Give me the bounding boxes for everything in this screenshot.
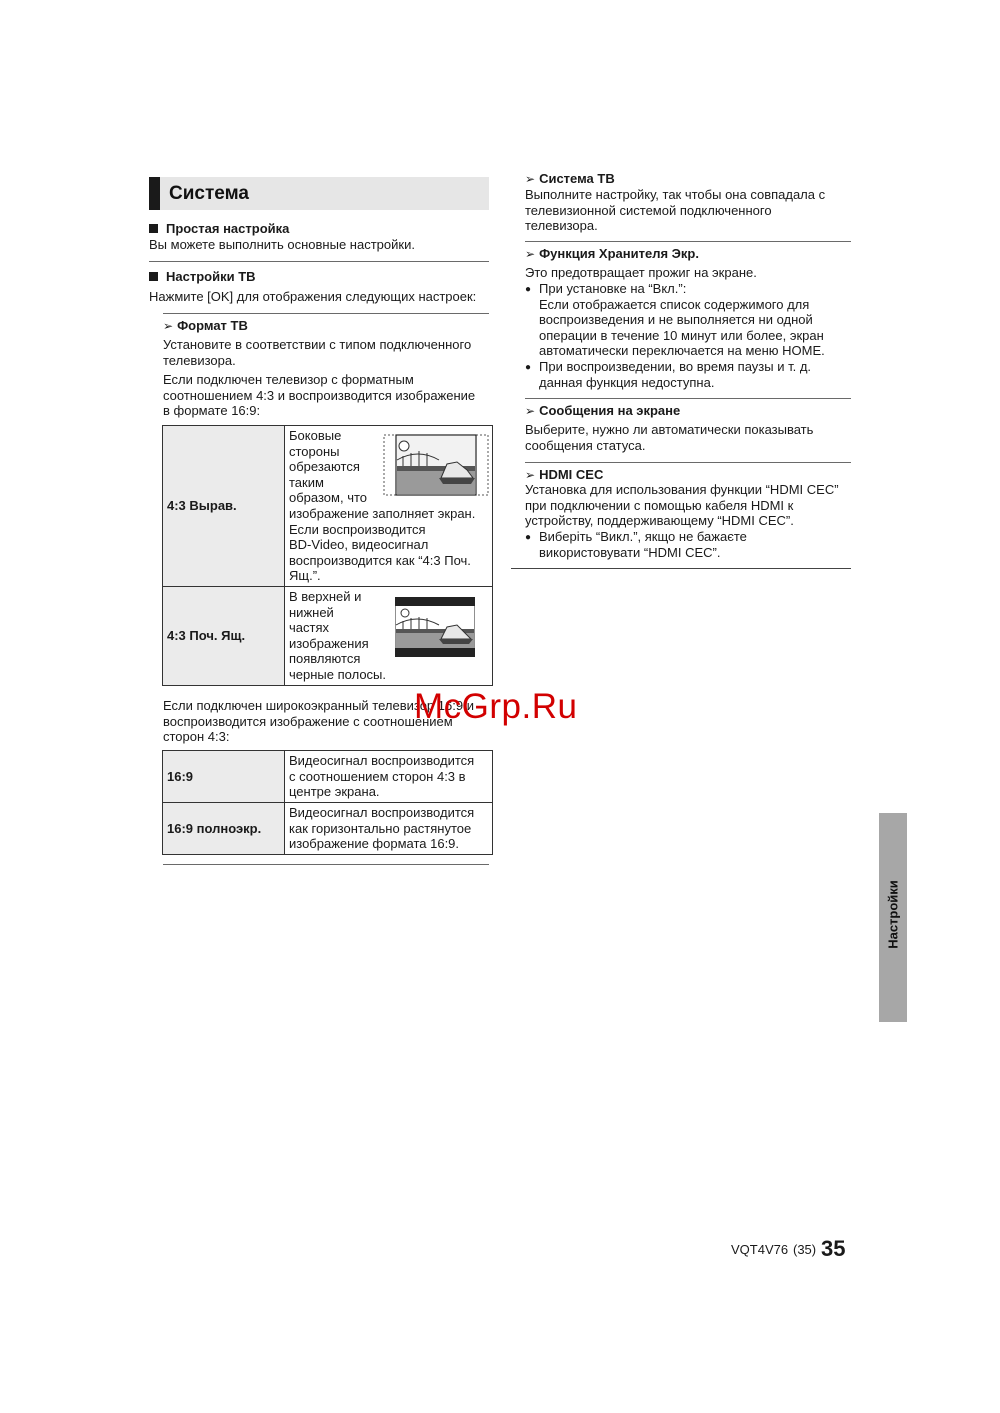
section-title-bar — [149, 177, 489, 210]
tv-format-text-43: Если подключен телевизор с форматным соотношением 4:3 и воспроизводится изображение в формате 16:9: — [163, 372, 476, 419]
table-row — [163, 586, 493, 685]
table-cell-desc: Видеосигнал воспроизводится как горизонтально растянутое изображение формата 16:9. — [285, 803, 493, 855]
round-bullet-icon: ● При воспроизведении, во время паузы и т. д. — [539, 359, 811, 375]
screen-saver-bullet-1: ● При установке на “Вкл.”: Если отображается список содержимого для воспроизведения и не выполняется ни одной операции в течение 10 минут или более, экран автоматически переключается на меню HOME. — [539, 281, 825, 359]
page-number: 35 — [821, 1236, 846, 1261]
sub-item-arrow-icon: ➢ — [525, 172, 536, 186]
table-cell-label: 16:9 — [163, 751, 285, 803]
round-bullet-icon: ● Виберіть “Викл.”, якщо не бажаєте — [539, 529, 747, 545]
tv-settings-heading: Настройки ТВ — [149, 269, 256, 285]
screen-saver-bullet-2: ● При воспроизведении, во время паузы и т. д. данная функция недоступна. — [539, 359, 811, 390]
simple-setup-heading: Простая настройка — [149, 221, 289, 237]
screen-saver-intro: Это предотвращает прожиг на экране. — [525, 265, 757, 280]
tv-format-heading: ➢ Формат ТВ — [163, 318, 248, 333]
sub-item-arrow-icon: ➢ — [525, 468, 536, 482]
table-row — [163, 803, 493, 855]
table-cell-label: 16:9 полноэкр. — [163, 803, 285, 855]
square-bullet-icon — [149, 272, 158, 281]
table-cell-label: 4:3 Вырав. — [163, 426, 285, 587]
divider — [511, 568, 851, 569]
side-tab — [879, 813, 907, 1022]
tv-format-text-169: Если подключен широкоэкранный телевизор 16:9 и воспроизводится изображение с соотношением сторон 4:3: — [163, 698, 474, 745]
model-code: VQT4V76 — [731, 1242, 789, 1257]
format-table-43 — [162, 425, 493, 686]
side-tab-label: Настройки — [885, 880, 901, 949]
hdmi-cec-heading: ➢ HDMI CEC — [525, 467, 604, 482]
format-table-169 — [162, 750, 493, 855]
table-row — [163, 751, 493, 803]
tv-system-heading: ➢ Система ТВ — [525, 171, 615, 186]
letterbox-illustration-icon — [395, 597, 475, 657]
section-marker — [149, 177, 160, 210]
table-cell-desc: Видеосигнал воспроизводится с соотношением сторон 4:3 в центре экрана. — [285, 751, 493, 803]
tv-system-text: Выполните настройку, так чтобы она совпадала с телевизионной системой подключенного телевизора. — [525, 187, 826, 234]
table-row — [163, 426, 493, 587]
divider — [525, 398, 851, 399]
simple-setup-text: Вы можете выполнить основные настройки. — [149, 237, 415, 252]
hdmi-cec-text: Установка для использования функции “HDMI CEC” при подключении с помощью кабеля HDMI к устройству, поддерживающему “HDMI CEC”. — [525, 482, 839, 529]
on-screen-messages-text: Выберите, нужно ли автоматически показывать сообщения статуса. — [525, 422, 814, 453]
table-cell-desc: В верхней и нижней частях изображения появляются черные полосы. — [285, 586, 493, 685]
sub-item-arrow-icon: ➢ — [163, 319, 174, 333]
table-cell-desc: Боковые стороны обрезаются таким образом, что изображение заполняет экран. Если воспроизводится BD-Video, видеосигнал воспроизводится как “4:3 Поч. Ящ.”. — [285, 426, 493, 587]
on-screen-messages-heading: ➢ Сообщения на экране — [525, 403, 681, 418]
square-bullet-icon — [149, 224, 158, 233]
watermark: McGrp.Ru — [414, 687, 578, 726]
divider — [149, 261, 489, 262]
hdmi-cec-bullet: ● Виберіть “Викл.”, якщо не бажаєте використовувати “HDMI CEC”. — [539, 529, 747, 560]
page-ref: (35) — [793, 1242, 817, 1257]
divider — [163, 864, 489, 865]
sub-item-arrow-icon: ➢ — [525, 404, 536, 418]
divider — [525, 241, 851, 242]
sub-item-arrow-icon: ➢ — [525, 247, 536, 261]
page-title: Система — [169, 183, 249, 204]
tv-settings-text: Нажмите [OK] для отображения следующих настроек: — [149, 289, 477, 304]
screen-saver-heading: ➢ Функция Хранителя Экр. — [525, 246, 699, 261]
tv-format-text: Установите в соответствии с типом подключенного телевизора. — [163, 337, 472, 368]
divider — [525, 462, 851, 463]
table-cell-label: 4:3 Поч. Ящ. — [163, 586, 285, 685]
pan-scan-illustration-icon — [383, 434, 489, 496]
round-bullet-icon: ● При установке на “Вкл.”: — [539, 281, 825, 297]
divider — [163, 313, 489, 314]
